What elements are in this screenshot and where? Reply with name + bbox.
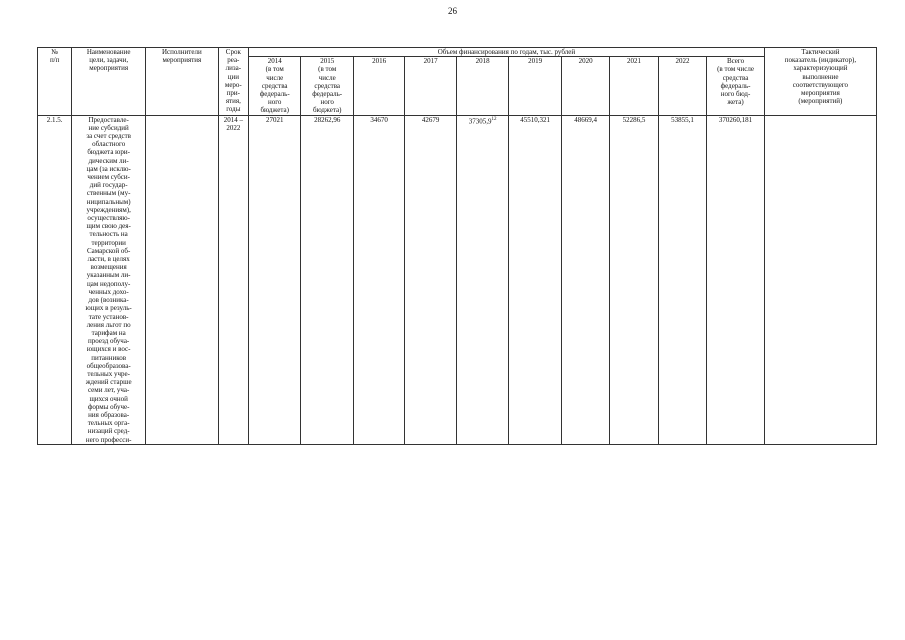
footnote-marker: 12: [491, 116, 497, 122]
row-value-2020: 48669,4: [561, 115, 609, 444]
row-value-2019: 45510,321: [509, 115, 561, 444]
row-value-2015: 28262,96: [301, 115, 353, 444]
header-year-2022: 2022: [658, 57, 706, 115]
header-year-2017: 2017: [405, 57, 456, 115]
table-row: [38, 115, 877, 444]
row-period: 2014 – 2022: [218, 115, 248, 444]
row-num: 2.1.5.: [38, 115, 72, 444]
row-total: 370260,181: [707, 115, 765, 444]
header-year-2019: 2019: [509, 57, 561, 115]
header-year-2016: 2016: [353, 57, 404, 115]
row-executors: [146, 115, 219, 444]
header-total: Всего (в том числе средства федераль- ного бюд- жета): [707, 57, 765, 115]
financing-table: [37, 47, 877, 445]
header-num: № п/п: [38, 48, 72, 116]
page-number: 26: [448, 6, 457, 16]
header-year-2021: 2021: [610, 57, 658, 115]
row-value-2017: 42679: [405, 115, 456, 444]
header-year-2015: 2015 (в том числе средства федераль- ного бюджета): [301, 57, 353, 115]
row-value-2016: 34670: [353, 115, 404, 444]
header-row-1: [38, 48, 877, 57]
header-indicator: Тактический показатель (индикатор), характеризующий выполнение соответствующего мероприятия (мероприятий): [764, 48, 876, 116]
header-financing: Объем финансирования по годам, тыс. рублей: [248, 48, 764, 57]
row-name: Предоставле- ние субсидий за счет средств областного бюджета юри- дическим ли- цам (за исклю- чением субси- дий государ- ственным (му- ниципальным) учреждениям), осуществляю- щим свою дея- тельность на территории Самарской об- ласти, в целях возмещения указанным ли- цам недополу- ченных дохо- дов (возника- ющих в резуль- тате установ- ления льгот по тарифам на проезд обуча- ющихся и вос- питанников общеобразова- тельных учре- ждений старше семи лет, уча- щихся очной формы обуче- ния образова- тельных орга- низаций сред- него професси-: [72, 115, 146, 444]
header-period: Срок реа- лиза- ции меро- при- ятия, годы: [218, 48, 248, 116]
header-year-2018: 2018: [456, 57, 508, 115]
header-executors: Исполнители мероприятия: [146, 48, 219, 116]
header-name: Наименование цели, задачи, мероприятия: [72, 48, 146, 116]
header-year-2020: 2020: [561, 57, 609, 115]
header-year-2014: 2014 (в том числе средства федераль- ного бюджета): [248, 57, 300, 115]
row-indicator: [764, 115, 876, 444]
row-value-2022: 53855,1: [658, 115, 706, 444]
row-value-2018: [456, 115, 508, 444]
row-value-2014: 27021: [248, 115, 300, 444]
row-value-2021: 52286,5: [610, 115, 658, 444]
row-value-2018-number: 37305,9: [468, 116, 492, 125]
